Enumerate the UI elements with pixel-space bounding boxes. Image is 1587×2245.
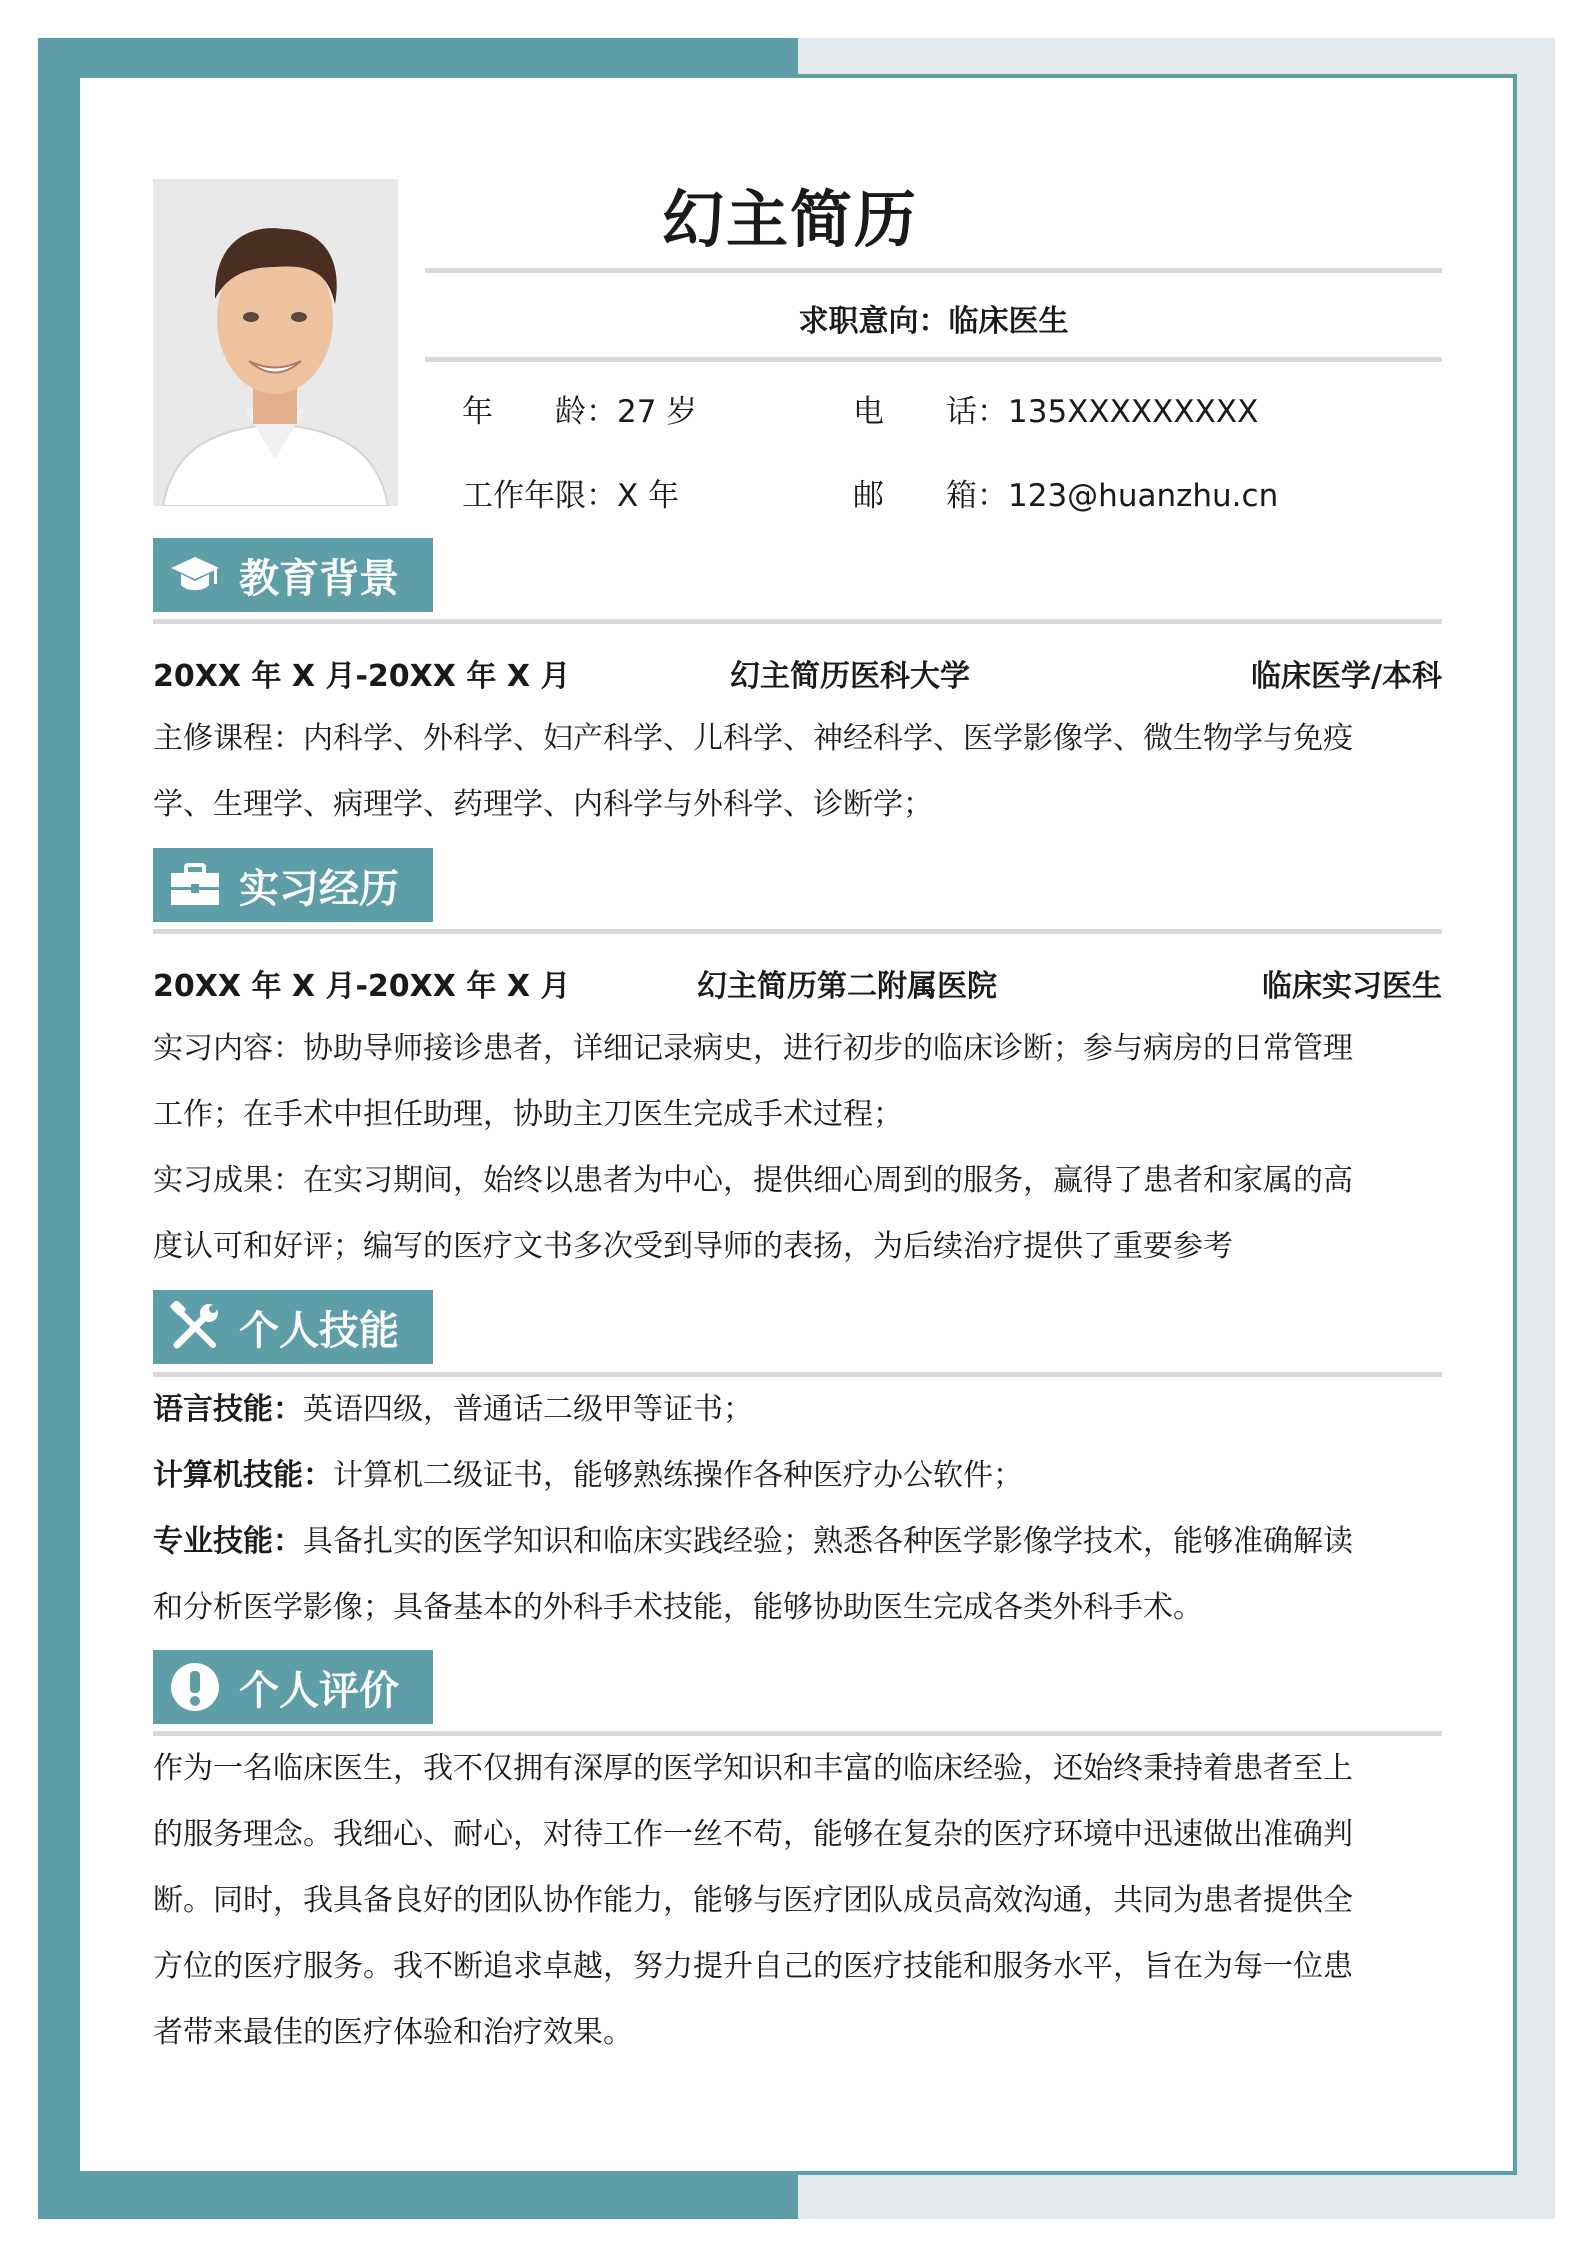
- intent-divider: [425, 357, 1442, 362]
- professional-skills-line-2: 和分析医学影像；具备基本的外科手术技能，能够协助医生完成各类外科手术。: [153, 1590, 1203, 1625]
- language-skills-text: 英语四级，普通话二级甲等证书；: [303, 1392, 753, 1427]
- education-school: 幻主简历医科大学: [730, 659, 970, 694]
- evaluation-line-1: 作为一名临床医生，我不仅拥有深厚的医学知识和丰富的临床经验，还始终秉持着患者至上: [153, 1751, 1353, 1786]
- section-education-title: 教育背景: [239, 555, 399, 602]
- education-period: 20XX 年 X 月-20XX 年 X 月: [153, 659, 571, 694]
- computer-skills-text: 计算机二级证书，能够熟练操作各种医疗办公软件；: [333, 1458, 1023, 1493]
- education-courses-line-2: 学、生理学、病理学、药理学、内科学与外科学、诊断学；: [153, 787, 933, 822]
- education-degree: 临床医学/本科: [1251, 659, 1442, 694]
- internship-line-4: 度认可和好评；编写的医疗文书多次受到导师的表扬，为后续治疗提供了重要参考: [153, 1229, 1233, 1264]
- professional-skills: [153, 1509, 1353, 1575]
- education-divider: [153, 619, 1442, 624]
- internship-line-2: 工作；在手术中担任助理，协助主刀医生完成手术过程；: [153, 1097, 903, 1132]
- professional-skills-text: 具备扎实的医学知识和临床实践经验；熟悉各种医学影像学技术，能够准确解读: [303, 1524, 1353, 1559]
- briefcase-icon: [169, 863, 221, 907]
- section-internship-header: [153, 848, 433, 922]
- computer-skills-label: 计算机技能：: [153, 1458, 333, 1493]
- work-years-field: [462, 470, 679, 515]
- age-value: 27 岁: [617, 394, 698, 430]
- evaluation-line-2: 的服务理念。我细心、耐心，对待工作一丝不苟，能够在复杂的医疗环境中迅速做出准确判: [153, 1817, 1353, 1852]
- info-circle-icon: [169, 1661, 221, 1713]
- age-label: 年 龄：: [462, 394, 617, 430]
- professional-skills-label: 专业技能：: [153, 1524, 303, 1559]
- section-skills-header: [153, 1290, 433, 1364]
- work-years-label: 工作年限：: [462, 478, 617, 514]
- resume-title: 幻主简历: [661, 183, 918, 256]
- title-divider: [425, 268, 1442, 273]
- education-courses-line-1: 主修课程：内科学、外科学、妇产科学、儿科学、神经科学、医学影像学、微生物学与免疫: [153, 721, 1353, 756]
- internship-line-3: 实习成果：在实习期间，始终以患者为中心，提供细心周到的服务，赢得了患者和家属的高: [153, 1163, 1353, 1198]
- work-years-value: X 年: [617, 478, 680, 514]
- email-label: 邮 箱：: [853, 478, 1008, 514]
- section-evaluation-title: 个人评价: [239, 1667, 399, 1714]
- internship-period: 20XX 年 X 月-20XX 年 X 月: [153, 969, 571, 1004]
- phone-field: [853, 386, 1258, 431]
- phone-label: 电 话：: [853, 394, 1008, 430]
- internship-divider: [153, 929, 1442, 934]
- age-field: [462, 386, 697, 431]
- phone-value: 135XXXXXXXXX: [1008, 394, 1259, 430]
- section-education-header: [153, 538, 433, 612]
- profile-photo: [153, 179, 398, 506]
- graduation-cap-icon: [169, 555, 221, 595]
- evaluation-line-4: 方位的医疗服务。我不断追求卓越，努力提升自己的医疗技能和服务水平，旨在为每一位患: [153, 1949, 1353, 1984]
- email-value: 123@huanzhu.cn: [1008, 478, 1279, 514]
- evaluation-line-3: 断。同时，我具备良好的团队协作能力，能够与医疗团队成员高效沟通，共同为患者提供全: [153, 1883, 1353, 1918]
- internship-line-1: 实习内容：协助导师接诊患者，详细记录病史，进行初步的临床诊断；参与病房的日常管理: [153, 1031, 1353, 1066]
- section-evaluation-header: [153, 1650, 433, 1724]
- email-field: [853, 470, 1278, 515]
- section-internship-title: 实习经历: [239, 865, 399, 912]
- language-skills: [153, 1377, 753, 1443]
- section-skills-title: 个人技能: [239, 1307, 399, 1354]
- internship-organization: 幻主简历第二附属医院: [697, 969, 997, 1004]
- job-intent: 求职意向：临床医生: [798, 304, 1069, 339]
- tools-icon: [169, 1301, 221, 1353]
- computer-skills: [153, 1443, 1023, 1509]
- language-skills-label: 语言技能：: [153, 1392, 303, 1427]
- evaluation-line-5: 者带来最佳的医疗体验和治疗效果。: [153, 2015, 633, 2050]
- internship-role: 临床实习医生: [1262, 969, 1442, 1004]
